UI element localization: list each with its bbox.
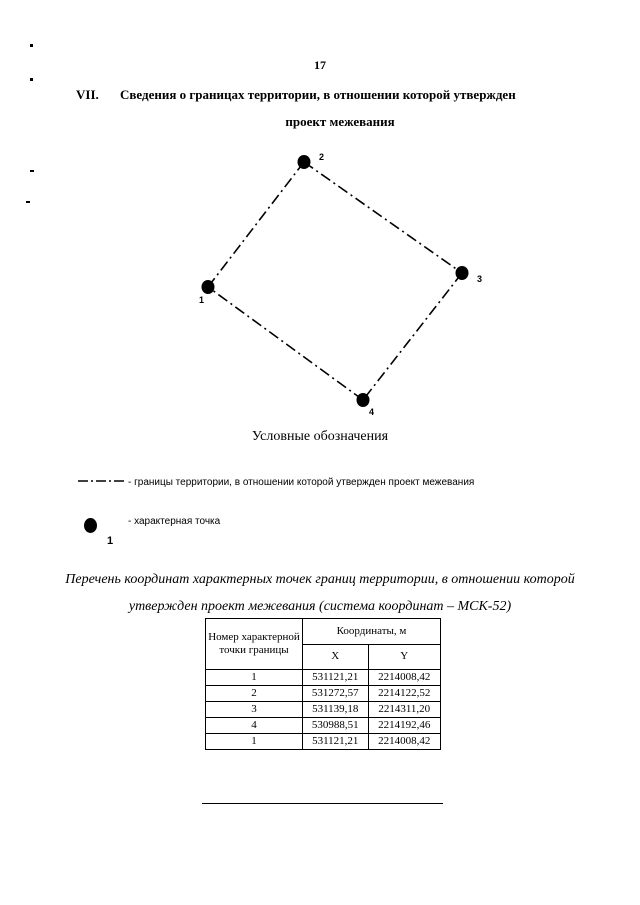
cell-x: 531121,21 — [303, 734, 369, 750]
page-number: 17 — [314, 58, 326, 72]
section-title-line2: проект межевания — [285, 114, 395, 129]
point-2-marker — [298, 155, 311, 169]
cell-x: 531139,18 — [303, 702, 369, 718]
table-row — [206, 686, 441, 702]
table-row — [206, 702, 441, 718]
legend-heading: Условные обозначения — [251, 429, 389, 444]
point-4-marker — [357, 393, 370, 407]
point-4-label: 4 — [369, 407, 375, 417]
cell-y: 2214311,20 — [368, 702, 440, 718]
cell-point: 1 — [206, 670, 303, 686]
table-row — [206, 670, 441, 686]
scan-speck — [30, 78, 33, 81]
cell-y: 2214008,42 — [368, 670, 440, 686]
cell-y: 2214008,42 — [368, 734, 440, 750]
table-row — [206, 734, 441, 750]
point-1-marker — [202, 280, 215, 294]
cell-point: 3 — [206, 702, 303, 718]
cell-y: 2214192,46 — [368, 718, 440, 734]
point-3-label: 3 — [477, 274, 483, 284]
section-number: VII. — [76, 87, 99, 102]
header-coordinates: Координаты, м — [303, 619, 441, 645]
header-y: Y — [368, 644, 440, 670]
header-x: X — [303, 644, 369, 670]
cell-point: 2 — [206, 686, 303, 702]
cell-x: 531272,57 — [303, 686, 369, 702]
cell-x: 531121,21 — [303, 670, 369, 686]
cell-point: 1 — [206, 734, 303, 750]
scan-speck — [30, 170, 34, 172]
header-point-number: Номер характерной точки границы — [206, 619, 303, 670]
section-title-line1: Сведения о границах территории, в отношении которой утвержден — [120, 87, 516, 102]
legend-point-number: 1 — [107, 535, 114, 547]
coordinates-title: Перечень координат характерных точек границ территории, в отношении которой утвержден проект межевания (система координат – МСК-52) — [65, 572, 575, 614]
cell-y: 2214122,52 — [368, 686, 440, 702]
cell-point: 4 — [206, 718, 303, 734]
legend-boundary-text: - границы территории, в отношении которой утвержден проект межевания — [128, 477, 475, 488]
point-1-label: 1 — [199, 295, 205, 305]
scan-speck — [30, 44, 33, 47]
table-row — [206, 718, 441, 734]
point-2-label: 2 — [319, 152, 325, 162]
cell-x: 530988,51 — [303, 718, 369, 734]
coordinates-table — [205, 618, 441, 750]
boundary-segment-3-4 — [363, 273, 462, 400]
boundary-segment-4-1 — [208, 287, 363, 400]
section-title — [76, 87, 596, 103]
scan-speck — [26, 201, 30, 203]
legend-point-marker — [84, 518, 97, 533]
point-3-marker — [456, 266, 469, 280]
boundary-segment-2-3 — [304, 162, 462, 273]
legend-point-text: - характерная точка — [128, 516, 221, 527]
bottom-rule — [202, 803, 443, 804]
boundary-segment-1-2 — [208, 162, 304, 287]
